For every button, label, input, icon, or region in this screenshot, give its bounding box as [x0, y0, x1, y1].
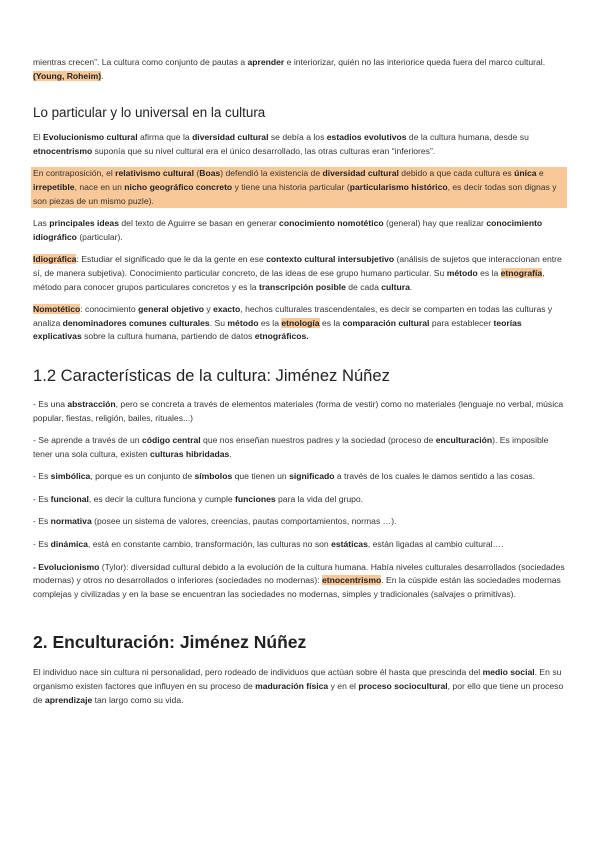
bold-term: relativismo cultural	[115, 168, 194, 179]
text-run: debido a que cada cultura es	[398, 168, 515, 179]
bold-term: conocimiento nomotético	[279, 218, 384, 229]
text-run: .	[409, 281, 413, 292]
text-run: , están ligadas al cambio cultural….	[367, 539, 504, 550]
bold-term: general objetivo	[138, 304, 204, 315]
bold-term: aprender	[247, 57, 285, 67]
text-run: - Es una	[33, 398, 68, 409]
highlighted-term: etnocentrismo	[322, 575, 382, 586]
paragraph-enculturacion	[33, 666, 567, 707]
paragraph-principales-ideas	[33, 217, 567, 244]
text-run: . En su organismo existen factores que influyen en su proceso de	[33, 667, 562, 692]
list-item-aprende	[33, 434, 567, 461]
text-run: (Tylor): diversidad cultural debido a la evolución de la cultura humana. Había niveles culturales desarrollados (sociedades modernas) y otros no desarrollados o inferiores (sociedades no modernas):	[33, 561, 565, 586]
bold-term: dinámica	[50, 539, 88, 550]
text-run: suponía que su nivel cultural era el único desarrollado, las otras culturas eran “inferiores”.	[92, 145, 436, 156]
text-run: y tiene una historia particular (	[232, 181, 350, 192]
text-run: tan largo como su vida.	[92, 694, 184, 705]
text-run: Las	[33, 218, 50, 229]
text-run: , porque es un conjunto de	[90, 471, 195, 482]
bold-term: abstracción	[67, 398, 116, 409]
bold-term: medio social	[482, 667, 535, 678]
text-run: , es decir la cultura funciona y cumple	[88, 493, 236, 504]
section-heading-caracteristicas: 1.2 Características de la cultura: Jiménez Núñez	[33, 365, 390, 385]
bold-term: aprendizaje	[44, 694, 93, 705]
text-run: , hechos culturales trascendentales, es decir se comparten en todas las culturas y analiza	[33, 304, 553, 328]
text-run: de cada	[345, 281, 382, 292]
highlighted-term: etnología	[281, 317, 320, 328]
bold-term: diversidad cultural	[322, 168, 399, 179]
bold-term: significado	[289, 471, 335, 482]
bold-term: funcional	[50, 493, 89, 504]
text: mientras crecen”. La cultura como conjunto de pautas a	[33, 57, 248, 67]
text-run: - Es	[33, 471, 51, 482]
bold-term: método	[227, 317, 259, 328]
bold-term: simbólica	[50, 471, 91, 482]
citation-highlight: (Young, Roheim)	[33, 70, 102, 81]
text-run: , método para conocer grupos particulares concretos y es la	[33, 267, 545, 292]
bold-term: conocimiento idiográfico	[33, 218, 543, 242]
text-run: : Estudiar el significado que le da la gente en ese	[76, 254, 267, 265]
text-run: : conocimiento	[80, 304, 139, 315]
text-run: En contraposición, el	[33, 168, 116, 179]
text-run: , está en constante cambio, transformación, las culturas no son	[87, 539, 332, 550]
text-run: es la	[258, 317, 282, 328]
bold-term: proceso sociocultural	[358, 681, 448, 692]
text-run: El	[33, 132, 44, 143]
bold-term: estadios evolutivos	[326, 132, 407, 143]
text-run: del texto de Aguirre se basan en generar	[119, 218, 280, 229]
bold-term: nicho geográfico concreto	[124, 181, 233, 192]
text-run: ) defendió la existencia de	[220, 168, 323, 179]
text-run: . En la cúspide están las sociedades modernas complejas y civilizadas y en la base se encuentran las sociedades no modernas, simples y tradicionales (salvajes o primitivas).	[33, 575, 561, 599]
bold-term: diversidad cultural	[192, 132, 269, 143]
text-run: , nace en un	[74, 181, 125, 192]
paragraph-idiografica	[33, 253, 567, 294]
text-run: (	[193, 168, 200, 179]
text-run: e	[536, 168, 544, 179]
bold-term: exacto	[213, 304, 241, 315]
text-run: . Su	[209, 317, 228, 328]
bold-term: Evolucionismo cultural	[43, 132, 138, 143]
text-run: es la	[319, 317, 343, 328]
bold-term: única	[514, 168, 537, 179]
list-item-normativa	[33, 515, 567, 529]
text-run: afirma que la	[137, 132, 193, 143]
bold-term: - Evolucionismo	[33, 561, 100, 572]
text-run: - Es	[33, 539, 51, 550]
bold-term: transcripción posible	[258, 281, 346, 292]
list-item-simbolica	[33, 470, 567, 484]
text-run: El individuo nace sin cultura ni personalidad, pero rodeado de individuos que actúan sobre él hasta que prescinda del	[33, 667, 483, 678]
bold-term: funciones	[235, 493, 276, 504]
bold-term: principales ideas	[49, 218, 119, 229]
text-run: - Es	[33, 493, 51, 504]
text-run: .	[229, 448, 232, 459]
highlighted-term: etnografía	[500, 267, 543, 278]
bold-term: método	[446, 267, 478, 278]
text-run: se debía a los	[268, 132, 327, 143]
list-item-funcional	[33, 493, 567, 507]
text: .	[101, 70, 104, 81]
text-run: (posee un sistema de valores, creencias, pautas comportamientos, normas …).	[91, 516, 397, 527]
paragraph-relativismo-highlighted	[31, 167, 567, 208]
text-run: (general) hay que realizar	[383, 218, 487, 229]
bold-term: enculturación	[435, 435, 493, 446]
text-run: (particular).	[76, 231, 123, 242]
text: e interiorizar, quién no las interiorice queda fuera del marco cultural.	[284, 57, 546, 67]
bold-term: culturas hibridadas	[150, 448, 230, 459]
text-run: y	[203, 304, 214, 315]
text-run: - Se aprende a través de un	[33, 435, 142, 446]
bold-term: contexto cultural intersubjetivo	[266, 254, 395, 265]
text-run: de la cultura humana, desde su	[406, 132, 529, 143]
bold-term: maduración física	[255, 681, 329, 692]
bold-term: código central	[141, 435, 201, 446]
text-run: , pero se concreta a través de elementos materiales (forma de vestir) como no materiales (lenguaje no verbal, música popular, fiestas, religión, bailes, rituales...)	[33, 398, 564, 423]
text-run: que tienen un	[232, 471, 290, 482]
intro-paragraph	[33, 56, 567, 83]
text-run: - Es	[33, 516, 51, 527]
text-run: (análisis de sujetos que interaccionan entre sí, de manera subjetiva). Conocimiento particular concreto, de las ideas de ese grupo humano particular. Su	[33, 254, 562, 278]
text-run: es la	[477, 267, 501, 278]
highlighted-term: Nomotético	[33, 304, 81, 315]
bold-term: Boas	[199, 168, 221, 179]
text-run: ). Es imposible tener una sola cultura, existen	[33, 435, 549, 459]
section-heading-enculturacion: 2. Enculturación: Jiménez Núñez	[33, 632, 307, 653]
paragraph-evolucionismo	[33, 131, 567, 158]
section-heading-lo-particular: Lo particular y lo universal en la cultura	[33, 105, 266, 121]
bold-term: símbolos	[194, 471, 233, 482]
bold-term: estáticas	[331, 539, 368, 550]
text-run: sobre la cultura humana, partiendo de datos	[81, 331, 255, 342]
highlighted-term: Idiográfica	[33, 254, 77, 265]
list-item-abstraccion	[33, 398, 567, 425]
text-run: , por ello que tiene un proceso de	[33, 681, 564, 705]
bold-term: normativa	[50, 516, 92, 527]
text-run: , es decir todas son dignas y son piezas de un mismo puzle).	[33, 181, 557, 206]
text-run: y en el	[328, 681, 359, 692]
list-item-dinamica	[33, 538, 567, 552]
bold-term: teorías explicativas	[33, 317, 522, 342]
text-run: a través de los cuales le damos sentido a las cosas.	[334, 471, 536, 482]
bold-term: etnográficos.	[254, 331, 309, 342]
bold-term: etnocentrismo	[33, 145, 93, 156]
text-run: para la vida del grupo.	[275, 493, 364, 504]
list-item-evolucionismo	[33, 561, 567, 602]
text-run: que nos enseñan nuestros padres y la sociedad (proceso de	[200, 435, 436, 446]
bold-term: cultura	[381, 281, 410, 292]
bold-term: denominadores comunes culturales	[62, 317, 210, 328]
bold-term: irrepetible	[33, 181, 75, 192]
text-run: para establecer	[429, 317, 494, 328]
paragraph-nomotetico	[33, 303, 567, 344]
bold-term: comparación cultural	[342, 317, 430, 328]
bold-term: particularismo histórico	[349, 181, 448, 192]
